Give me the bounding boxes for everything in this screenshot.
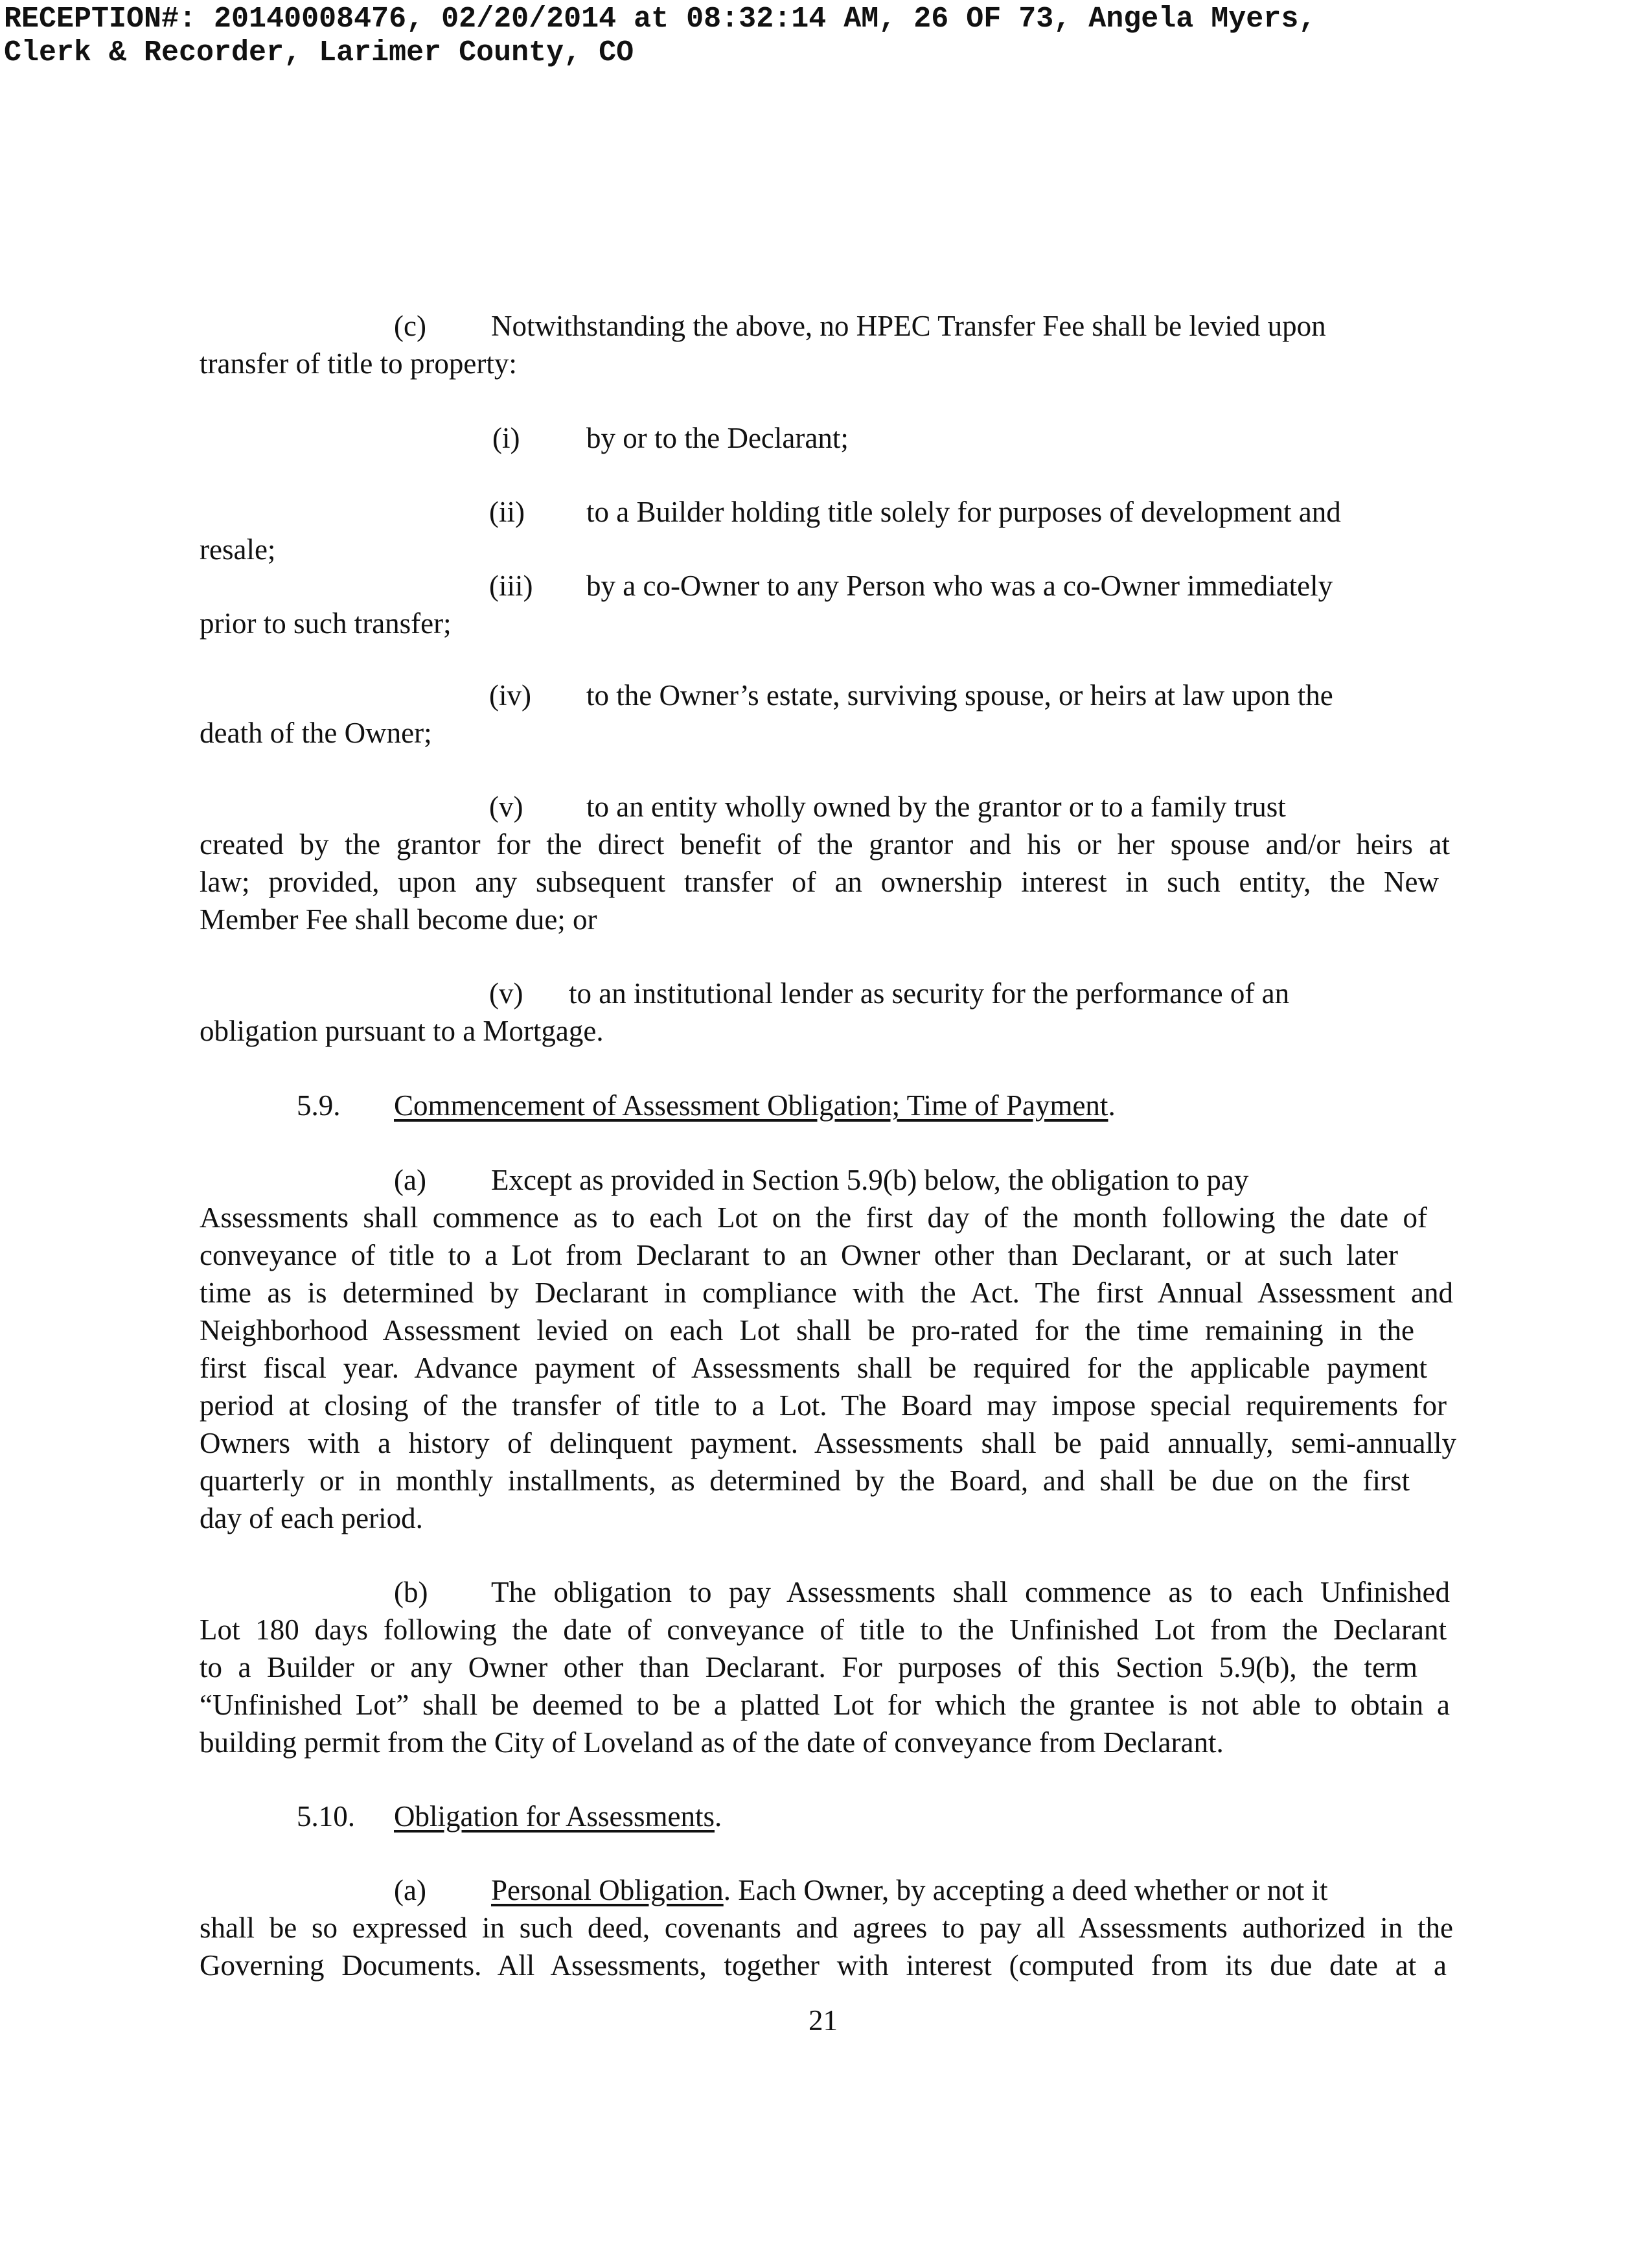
para-5-10-a-label: (a): [394, 1874, 426, 1906]
item-iii-num: (iii): [489, 570, 533, 602]
para-c-label: (c): [394, 310, 426, 342]
para-5-9-a-label: (a): [394, 1164, 426, 1196]
para-5-9-a-line-8: Owners with a history of delinquent payment. Assessments shall be paid annually, semi-annually: [200, 1427, 1456, 1459]
section-5-9-num: 5.9.: [297, 1089, 341, 1122]
item-ii-cont: resale;: [200, 533, 276, 566]
stamp-line-1: RECEPTION#: 20140008476, 02/20/2014 at 08:32:14 AM, 26 OF 73, Angela Myers,: [4, 3, 1316, 36]
item-ii-num: (ii): [489, 496, 525, 528]
item-ii-text: to a Builder holding title solely for purposes of development and: [586, 496, 1341, 528]
para-5-10-a-line-3: Governing Documents. All Assessments, together with interest (computed from its due date at a: [200, 1949, 1447, 1982]
para-5-9-a-line-7: period at closing of the transfer of title to a Lot. The Board may impose special requirements for: [200, 1389, 1447, 1422]
item-v1-num: (v): [489, 791, 523, 823]
para-5-9-a-line-9: quarterly or in monthly installments, as determined by the Board, and shall be due on the first: [200, 1464, 1410, 1497]
item-v2-num: (v): [489, 977, 523, 1010]
item-iv-num: (iv): [489, 679, 531, 711]
personal-obligation-heading: Personal Obligation: [491, 1874, 724, 1906]
item-v1-line-1: to an entity wholly owned by the grantor or to a family trust: [586, 791, 1286, 823]
section-5-10-title: Obligation for Assessments: [394, 1800, 715, 1833]
para-5-9-a-line-3: conveyance of title to a Lot from Declarant to an Owner other than Declarant, or at such later: [200, 1239, 1398, 1271]
para-5-9-a-line-10: day of each period.: [200, 1502, 423, 1534]
para-5-10-a-line-1: [491, 1872, 1328, 1909]
para-c-line-2: transfer of title to property:: [200, 347, 517, 380]
para-c-line-1: Notwithstanding the above, no HPEC Transfer Fee shall be levied upon: [491, 310, 1326, 342]
para-5-10-a-first-rest: . Each Owner, by accepting a deed whether or not it: [723, 1874, 1328, 1906]
item-iii-cont: prior to such transfer;: [200, 607, 452, 640]
item-v1-line-2: created by the grantor for the direct benefit of the grantor and his or her spouse and/or heirs at: [200, 828, 1450, 861]
item-v1-line-4: Member Fee shall become due; or: [200, 903, 597, 936]
item-i-text: by or to the Declarant;: [586, 422, 849, 454]
page-number: 21: [809, 2004, 838, 2037]
item-iii-text: by a co-Owner to any Person who was a co-Owner immediately: [586, 570, 1333, 602]
item-v1-line-3: law; provided, upon any subsequent transfer of an ownership interest in such entity, the New: [200, 866, 1439, 898]
para-5-9-a-line-2: Assessments shall commence as to each Lot on the first day of the month following the date of: [200, 1201, 1427, 1234]
section-5-9-title-end: .: [1108, 1089, 1116, 1122]
item-i-num: (i): [492, 422, 520, 454]
section-5-10-heading: [394, 1798, 722, 1835]
stamp-line-2: Clerk & Recorder, Larimer County, CO: [4, 36, 634, 69]
para-5-9-b-line-1: The obligation to pay Assessments shall commence as to each Unfinished: [491, 1576, 1450, 1608]
section-5-9-heading: [394, 1087, 1116, 1124]
para-5-9-a-line-6: first fiscal year. Advance payment of Assessments shall be required for the applicable payment: [200, 1352, 1427, 1384]
item-iv-text: to the Owner’s estate, surviving spouse, or heirs at law upon the: [586, 679, 1333, 711]
para-5-10-a-line-2: shall be so expressed in such deed, covenants and agrees to pay all Assessments authorized in the: [200, 1912, 1453, 1944]
recording-stamp: [4, 3, 1316, 70]
para-5-9-b-line-4: “Unfinished Lot” shall be deemed to be a platted Lot for which the grantee is not able to obtain a: [200, 1689, 1450, 1721]
para-5-9-a-line-1: Except as provided in Section 5.9(b) below, the obligation to pay: [491, 1164, 1249, 1196]
para-5-9-b-line-3: to a Builder or any Owner other than Declarant. For purposes of this Section 5.9(b), the term: [200, 1651, 1417, 1683]
section-5-10-title-end: .: [714, 1800, 722, 1833]
item-iv-cont: death of the Owner;: [200, 717, 432, 749]
section-5-10-num: 5.10.: [297, 1800, 355, 1833]
para-5-9-a-line-5: Neighborhood Assessment levied on each Lot shall be pro-rated for the time remaining in the: [200, 1314, 1414, 1347]
item-v2-line-2: obligation pursuant to a Mortgage.: [200, 1015, 604, 1047]
para-5-9-b-label: (b): [394, 1576, 428, 1608]
para-5-9-b-line-5: building permit from the City of Loveland as of the date of conveyance from Declarant.: [200, 1726, 1224, 1759]
item-v2-line-1: to an institutional lender as security for the performance of an: [569, 977, 1290, 1010]
para-5-9-a-line-4: time as is determined by Declarant in compliance with the Act. The first Annual Assessment and: [200, 1277, 1453, 1309]
section-5-9-title: Commencement of Assessment Obligation; Time of Payment: [394, 1089, 1108, 1122]
para-5-9-b-line-2: Lot 180 days following the date of conveyance of title to the Unfinished Lot from the Declarant: [200, 1613, 1447, 1646]
